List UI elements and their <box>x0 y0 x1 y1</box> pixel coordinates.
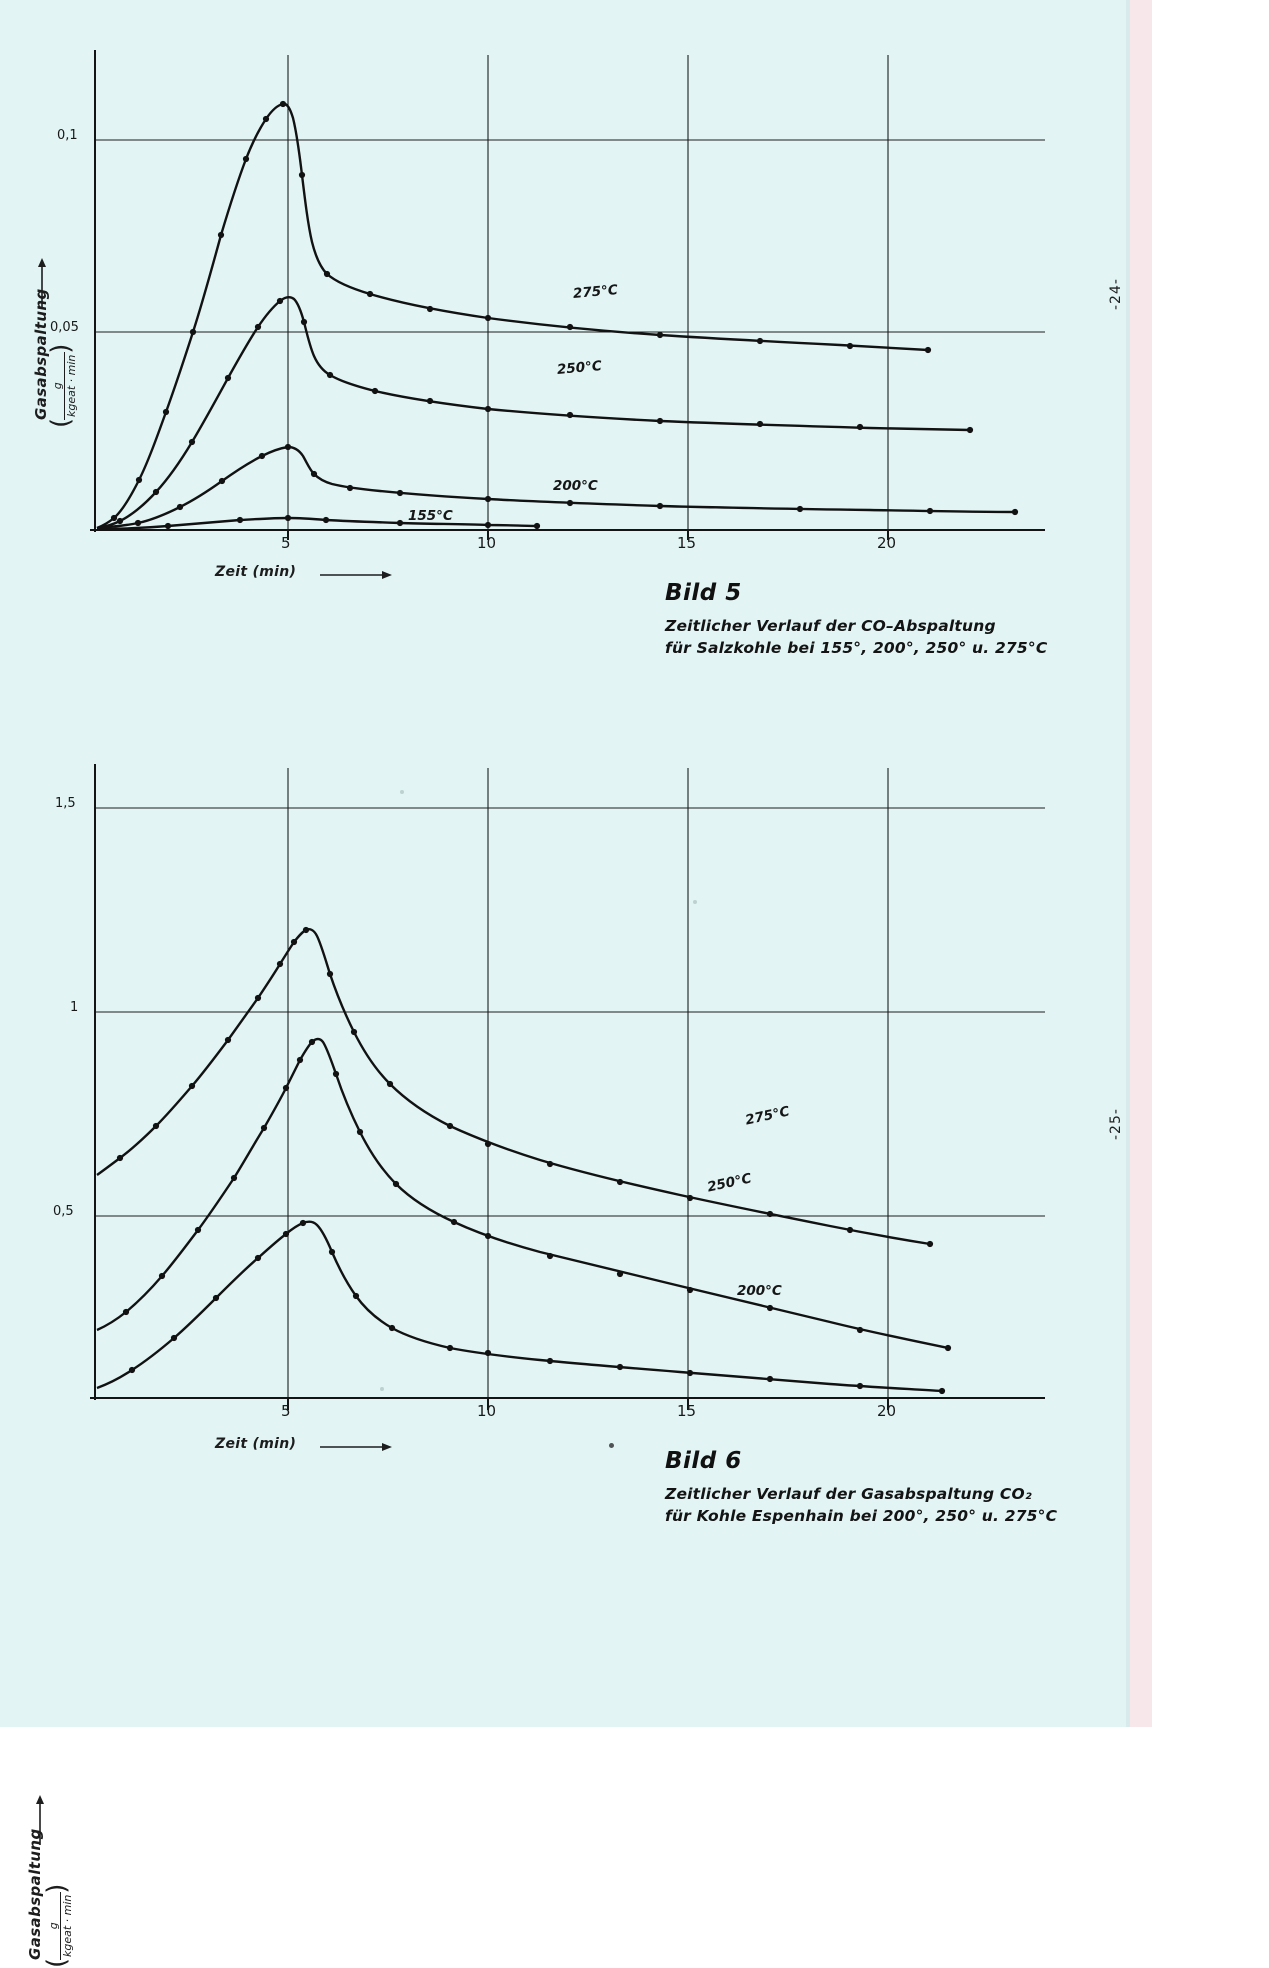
series-250c-line <box>97 1039 948 1348</box>
caption-bild5 <box>665 580 1047 659</box>
ytick-label-0.5: 0,5 <box>53 1204 74 1219</box>
xtick-label-10: 10 <box>477 1402 497 1420</box>
chart-bild5-xaxis-arrow <box>320 568 392 582</box>
xtick-label-20: 20 <box>877 534 897 552</box>
xtick-label-20: 20 <box>877 1402 897 1420</box>
series-label-250c: 250°C <box>556 358 603 378</box>
caption-bild6-line-2: für Kohle Espenhain bei 200°, 250° u. 275°C <box>665 1507 1058 1525</box>
yunit-numerator: g <box>52 352 65 420</box>
ytick-label-0.1: 0,1 <box>57 128 78 143</box>
ytick-label-0.05: 0,05 <box>50 320 79 335</box>
page-number-top: -24- <box>1108 278 1124 310</box>
series-275c-points <box>111 101 931 521</box>
series-275c-points <box>117 927 933 1247</box>
caption-bild6 <box>665 1448 1057 1527</box>
chart-bild5-yunit: ( g kgeat · min ) <box>46 343 78 428</box>
figure-bild6 <box>0 720 1130 1968</box>
chart-gridlines-vertical <box>288 768 888 1398</box>
paper-edge-pink <box>1130 0 1152 1727</box>
chart-bild6-plot <box>40 740 1100 1440</box>
yunit-denominator: kgeat · min <box>61 1894 74 1957</box>
xtick-label-15: 15 <box>677 534 697 552</box>
yunit-numerator: g <box>48 1892 61 1960</box>
series-label-200c: 200°C <box>737 1283 782 1299</box>
chart-bild5-svg <box>40 20 1100 580</box>
xtick-label-5: 5 <box>281 534 291 552</box>
chart-gridlines-horizontal <box>95 140 1045 332</box>
chart-bild5-plot <box>40 20 1100 580</box>
figure-bild5 <box>0 0 1130 720</box>
yunit-denominator: kgeat · min <box>65 354 78 417</box>
series-label-200c: 200°C <box>553 478 598 494</box>
chart-axes <box>90 764 1045 1400</box>
caption-bild6-line-1: Zeitlicher Verlauf der Gasabspaltung CO₂ <box>665 1485 1032 1503</box>
caption-bild5-line-2: für Salzkohle bei 155°, 200°, 250° u. 275°C <box>665 639 1048 657</box>
chart-bild5-xlabel: Zeit (min) <box>215 564 297 580</box>
series-label-250c: 250°C <box>705 1170 754 1196</box>
chart-bild5-ylabel: Gasabspaltung <box>32 288 50 420</box>
chart-bild6-yaxis-arrow <box>34 1795 46 1845</box>
series-label-275c: 275°C <box>743 1103 792 1129</box>
chart-bild6-ylabel: Gasabspaltung <box>26 1828 44 1960</box>
ytick-label-1: 1 <box>70 1000 79 1015</box>
caption-bild6-title: Bild 6 <box>665 1448 742 1474</box>
ytick-label-1.5: 1,5 <box>55 796 76 811</box>
series-label-275c: 275°C <box>572 282 619 302</box>
series-200c-points <box>129 1220 945 1394</box>
caption-bild5-title: Bild 5 <box>665 580 742 606</box>
chart-axes <box>90 50 1045 532</box>
chart-xticks <box>288 530 888 540</box>
paper-edge-white <box>1152 0 1269 1727</box>
series-155c-line <box>97 518 537 529</box>
chart-bild5-yaxis-arrow <box>36 258 48 308</box>
chart-bild6-svg <box>40 740 1100 1440</box>
chart-xticks <box>288 1398 888 1410</box>
chart-gridlines-horizontal <box>95 808 1045 1216</box>
chart-bild6-xaxis-arrow <box>320 1440 392 1454</box>
xtick-label-5: 5 <box>281 1402 291 1420</box>
series-275c-line <box>97 104 928 528</box>
series-label-155c: 155°C <box>408 508 453 524</box>
chart-bild6-yunit: ( g kgeat · min ) <box>42 1883 74 1968</box>
xtick-label-15: 15 <box>677 1402 697 1420</box>
caption-bild5-line-1: Zeitlicher Verlauf der CO–Abspaltung <box>665 617 996 635</box>
chart-bild6-xlabel: Zeit (min) <box>215 1436 297 1452</box>
page-number-bottom: -25- <box>1108 1108 1124 1140</box>
series-250c-points <box>123 1039 951 1351</box>
xtick-label-10: 10 <box>477 534 497 552</box>
